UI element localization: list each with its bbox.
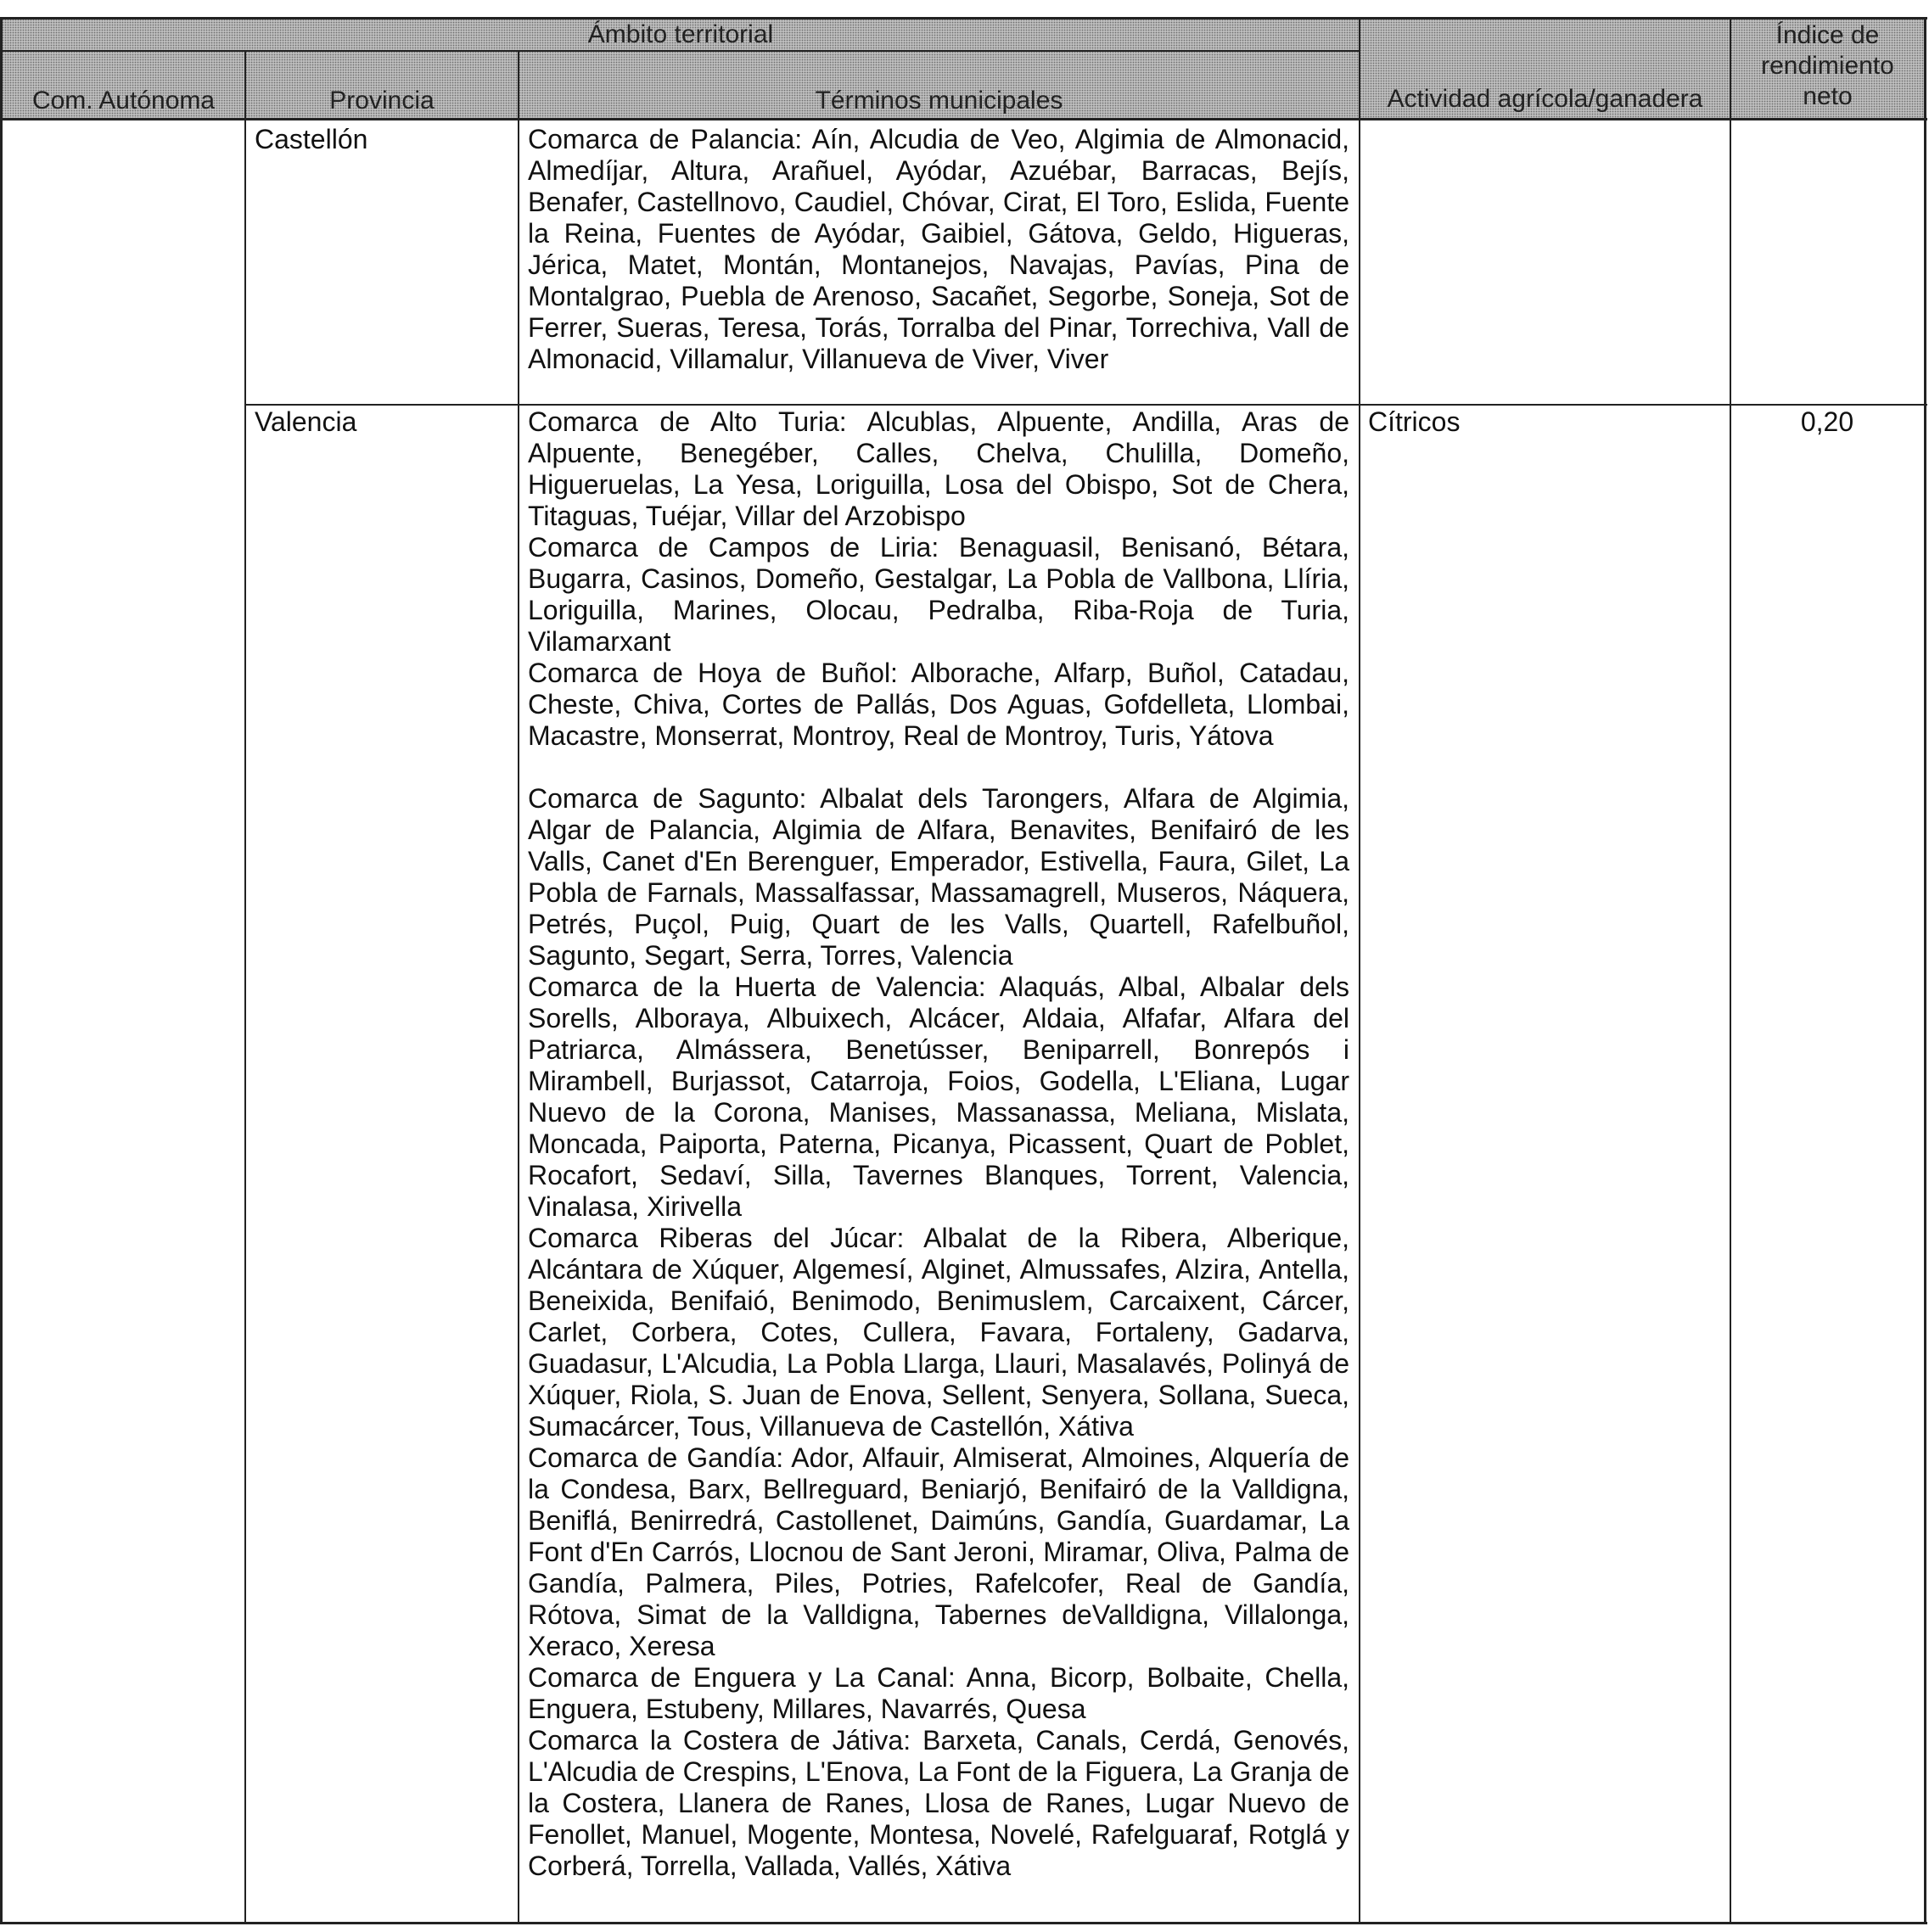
header-ambito-label: Ámbito territorial	[587, 20, 774, 48]
header-provincia	[245, 51, 519, 119]
comarca-entry: Comarca de Campos de Liria: Benaguasil, Benisanó, Bétara, Bugarra, Casinos, Domeño, Gestalgar, La Pobla de Vallbona, Llíria, Loriguilla, Marines, Olocau, Pedralba, Riba-Roja de Turia, Vilamarxant	[528, 532, 1349, 657]
row-divider	[245, 404, 1927, 406]
comarca-entry: Comarca Riberas del Júcar: Albalat de la Ribera, Alberique, Alcántara de Xúquer, Algemesí, Alginet, Almussafes, Alzira, Antella, Beneixida, Benifaió, Benimodo, Benimuslem, Carcaixent, Cárcer, Carlet, Corbera, Cotes, Cullera, Favara, Fortaleny, Gadarva, Guadasur, L'Alcudia, La Pobla Llarga, Llauri, Masalavés, Polinyá de Xúquer, Riola, S. Juan de Enova, Sellent, Senyera, Sollana, Sueca, Sumacárcer, Tous, Villanueva de Castellón, Xátiva	[528, 1223, 1349, 1442]
header-actividad	[1360, 19, 1730, 119]
provincia-name: Castellón	[255, 124, 368, 154]
comarca-entry: Comarca de Hoya de Buñol: Alborache, Alfarp, Buñol, Catadau, Cheste, Chiva, Cortes de Pallás, Dos Aguas, Gofdelleta, Llombai, Macastre, Monserrat, Montroy, Real de Montroy, Turis, Yátova	[528, 658, 1349, 751]
table-border-top	[0, 17, 1927, 20]
header-indice-line3: neto	[1803, 82, 1853, 110]
comarca-entry: Comarca de Sagunto: Albalat dels Tarongers, Alfara de Algimia, Algar de Palancia, Algimia de Alfara, Benavites, Benifairó de les Valls, Canet d'En Berenguer, Emperador, Estivella, Faura, Gilet, La Pobla de Farnals, Massalfassar, Massamagrell, Museros, Náquera, Petrés, Puçol, Puig, Quart de les Valls, Quartell, Rafelbuñol, Sagunto, Segart, Serra, Torres, Valencia	[528, 783, 1349, 971]
cell-indice-valencia	[1738, 406, 1916, 438]
cell-terminos-castellon	[528, 124, 1349, 375]
comarca-entry: Comarca de Gandía: Ador, Alfauir, Almiserat, Almoines, Alquería de la Condesa, Barx, Bellreguard, Beniarjó, Benifairó de la Valldigna, Beniflá, Benirredrá, Castollenet, Daimúns, Gandía, Guardamar, La Font d'En Carrós, Llocnou de Sant Jeroni, Miramar, Oliva, Palma de Gandía, Palmera, Piles, Potries, Rafelcofer, Real de Gandía, Rótova, Simat de la Valldigna, Tabernes deValldigna, Villalonga, Xeraco, Xeresa	[528, 1442, 1349, 1661]
col-divider-terminos	[518, 50, 519, 1924]
comarca-entry: Comarca de Palancia: Aín, Alcudia de Veo, Algimia de Almonacid, Almedíjar, Altura, Arañuel, Ayódar, Azuébar, Barracas, Bejís, Benafer, Castellnovo, Caudiel, Chóvar, Cirat, El Toro, Eslida, Fuente la Reina, Fuentes de Ayódar, Gaibiel, Gátova, Geldo, Higueras, Jérica, Matet, Montán, Montanejos, Navajas, Pavías, Pina de Montalgrao, Puebla de Arenoso, Sacañet, Segorbe, Soneja, Sot de Ferrer, Sueras, Teresa, Torás, Torralba del Pinar, Torrechiva, Vall de Almonacid, Villamalur, Villanueva de Viver, Viver	[528, 124, 1349, 374]
header-provincia-label: Provincia	[329, 87, 435, 115]
actividad-value: Cítricos	[1368, 406, 1461, 437]
col-divider-indice	[1730, 17, 1731, 1924]
comarca-entry: Comarca la Costera de Játiva: Barxeta, Canals, Cerdá, Genovés, L'Alcudia de Crespins, L'Enova, La Font de la Figuera, La Granja de la Costera, Llanera de Ranes, Llosa de Ranes, Lugar Nuevo de Fenollet, Manuel, Mogente, Montesa, Novelé, Rafelguaraf, Rotglá y Corberá, Torrella, Vallada, Vallés, Xátiva	[528, 1725, 1349, 1881]
comarca-entry: Comarca de Enguera y La Canal: Anna, Bicorp, Bolbaite, Chella, Enguera, Estubeny, Millares, Navarrés, Quesa	[528, 1662, 1349, 1724]
table-border-left	[0, 17, 3, 1924]
cell-actividad-valencia	[1368, 406, 1721, 438]
table-border-bottom	[0, 1922, 1927, 1924]
header-indice-line1: Índice de	[1775, 21, 1880, 49]
indice-value: 0,20	[1800, 406, 1854, 437]
comarca-entry: Comarca de la Huerta de Valencia: Alaquás, Albal, Albalar dels Sorells, Alboraya, Albuixech, Alcácer, Aldaia, Alfafar, Alfara del Patriarca, Almássera, Benetússer, Beniparrell, Bonrepós i Mirambell, Burjassot, Catarroja, Foios, Godella, L'Eliana, Lugar Nuevo de la Corona, Manises, Massanassa, Meliana, Mislata, Moncada, Paiporta, Paterna, Picanya, Picassent, Quart de Poblet, Rocafort, Sedaví, Silla, Tavernes Blanques, Torrent, Valencia, Vinalasa, Xirivella	[528, 972, 1349, 1222]
cell-terminos-valencia	[528, 406, 1349, 1882]
header-ambito-territorial	[2, 19, 1360, 51]
header-actividad-label: Actividad agrícola/ganadera	[1387, 85, 1703, 113]
col-divider-actividad	[1359, 17, 1360, 1924]
table-border-right	[1924, 17, 1926, 1924]
col-divider-provincia	[244, 50, 246, 1924]
cell-provincia-valencia	[255, 406, 509, 438]
header-indice	[1730, 19, 1925, 119]
header-com-autonoma	[2, 51, 245, 119]
provincia-name: Valencia	[255, 406, 357, 437]
header-indice-line2: rendimiento	[1761, 52, 1894, 80]
header-bottom-border	[0, 118, 1927, 120]
header-terminos-municipales	[519, 51, 1360, 119]
blank-spacer	[528, 752, 1349, 783]
header-com-autonoma-label: Com. Autónoma	[31, 87, 216, 115]
header-divider	[0, 50, 1360, 52]
cell-provincia-castellon	[255, 124, 509, 155]
comarca-entry: Comarca de Alto Turia: Alcublas, Alpuente, Andilla, Aras de Alpuente, Benegéber, Calles, Chelva, Chulilla, Domeño, Higueruelas, La Yesa, Loriguilla, Losa del Obispo, Sot de Chera, Titaguas, Tuéjar, Villar del Arzobispo	[528, 406, 1349, 531]
header-terminos-label: Términos municipales	[815, 87, 1063, 115]
